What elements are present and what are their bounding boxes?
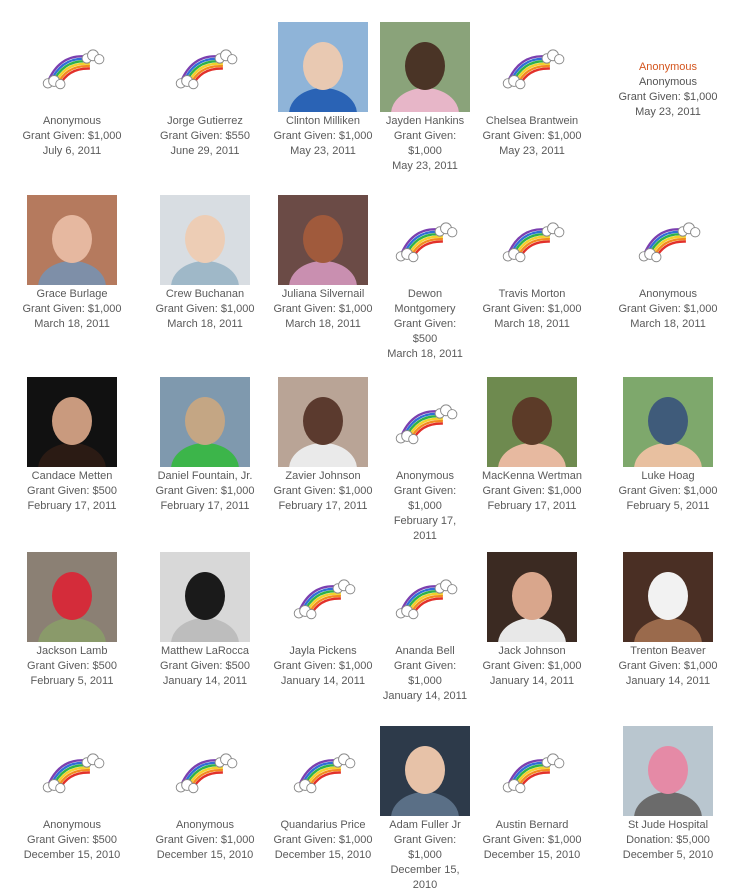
- recipient-name: Anonymous: [42, 819, 102, 831]
- recipient-photo: [487, 552, 577, 642]
- recipient-grant: Grant Given: $500: [160, 660, 250, 672]
- recipient-photo: [623, 552, 713, 642]
- recipient-date: December 15, 2010: [390, 864, 460, 891]
- rainbow-cloud-icon: [380, 562, 470, 632]
- recipient-grant: Grant Given: $1,000: [155, 303, 255, 315]
- recipient-caption: [12, 114, 132, 159]
- recipient-photo: [27, 195, 117, 285]
- recipient-photo: [380, 726, 470, 816]
- rainbow-cloud-icon: [487, 32, 577, 102]
- recipient-grant: Grant Given: $1,000: [482, 303, 582, 315]
- recipient-name: Quandarius Price: [280, 819, 366, 831]
- recipient-caption: [145, 644, 265, 689]
- recipient-grant: Grant Given: $1,000: [393, 834, 457, 861]
- recipient-photo: [278, 377, 368, 467]
- recipient-name: Jackson Lamb: [36, 645, 108, 657]
- recipient-caption: [145, 818, 265, 863]
- recipient-photo: [160, 377, 250, 467]
- recipient-date: January 14, 2011: [382, 690, 468, 702]
- recipient-caption: [383, 818, 468, 893]
- recipient-date: February 17, 2011: [160, 500, 250, 512]
- recipient-date: March 18, 2011: [34, 318, 110, 330]
- rainbow-cloud-icon: [487, 205, 577, 275]
- recipient-date: December 15, 2010: [23, 849, 121, 861]
- recipient-caption: [12, 469, 132, 514]
- recipient-name: Anonymous: [175, 819, 235, 831]
- recipient-date: December 5, 2010: [622, 849, 714, 861]
- recipient-grant: Grant Given: $1,000: [618, 660, 718, 672]
- recipient-photo: [27, 377, 117, 467]
- recipient-date: February 17, 2011: [487, 500, 577, 512]
- recipient-date: June 29, 2011: [170, 145, 240, 157]
- recipient-caption: [263, 114, 383, 159]
- recipient-caption: [145, 469, 265, 514]
- recipient-caption: [145, 114, 265, 159]
- recipient-grant: Grant Given: $1,000: [273, 834, 373, 846]
- recipient-grant: Grant Given: $1,000: [482, 130, 582, 142]
- recipient-photo: [160, 195, 250, 285]
- recipient-date: July 6, 2011: [42, 145, 102, 157]
- recipient-date: January 14, 2011: [489, 675, 575, 687]
- recipient-grant: Grant Given: $1,000: [273, 303, 373, 315]
- recipient-caption: [472, 114, 592, 159]
- recipient-date: December 15, 2010: [483, 849, 581, 861]
- rainbow-cloud-icon: [27, 736, 117, 806]
- recipient-name: Austin Bernard: [495, 819, 569, 831]
- recipient-grant: Grant Given: $1,000: [618, 303, 718, 315]
- recipient-grant: Grant Given: $550: [160, 130, 250, 142]
- recipient-grant: Grant Given: $1,000: [22, 130, 122, 142]
- rainbow-cloud-icon: [160, 736, 250, 806]
- recipient-date: January 14, 2011: [162, 675, 248, 687]
- recipient-name: MacKenna Wertman: [481, 470, 583, 482]
- recipient-grant: Grant Given: $1,000: [482, 834, 582, 846]
- recipient-photo: [380, 22, 470, 112]
- recipient-caption: [12, 818, 132, 863]
- recipient-photo: [623, 377, 713, 467]
- recipient-caption: [472, 469, 592, 514]
- recipient-caption: [263, 469, 383, 514]
- recipient-name: Grace Burlage: [36, 288, 108, 300]
- recipient-date: December 15, 2010: [274, 849, 372, 861]
- recipient-grant: Grant Given: $1,000: [618, 91, 718, 103]
- recipient-grant: Grant Given: $1,000: [393, 485, 457, 512]
- recipient-caption: [383, 287, 468, 362]
- recipient-name: Luke Hoag: [641, 470, 695, 482]
- rainbow-cloud-icon: [380, 387, 470, 457]
- recipient-grant: Donation: $5,000: [626, 834, 710, 846]
- recipient-name: St Jude Hospital: [627, 819, 709, 831]
- rainbow-cloud-icon: [27, 32, 117, 102]
- recipient-grant: Grant Given: $1,000: [273, 130, 373, 142]
- recipient-grant: Grant Given: $1,000: [155, 485, 255, 497]
- recipient-photo: [278, 195, 368, 285]
- recipient-name: Adam Fuller Jr: [389, 819, 461, 831]
- rainbow-cloud-icon: [380, 205, 470, 275]
- recipient-grant: Grant Given: $1,000: [393, 660, 457, 687]
- recipient-date: March 18, 2011: [494, 318, 570, 330]
- rainbow-cloud-icon: [623, 205, 713, 275]
- recipient-photo: [160, 552, 250, 642]
- recipient-grant: Grant Given: $1,000: [482, 485, 582, 497]
- recipient-photo: [278, 22, 368, 112]
- recipient-name: Jack Johnson: [498, 645, 566, 657]
- recipient-grant: Grant Given: $1,000: [618, 485, 718, 497]
- recipient-name: Anonymous: [42, 115, 102, 127]
- recipient-grant: Grant Given: $500: [27, 485, 117, 497]
- recipient-name: Crew Buchanan: [165, 288, 245, 300]
- recipient-grant: Grant Given: $500: [393, 318, 457, 345]
- recipient-name: Dewon Montgomery: [394, 288, 456, 315]
- recipient-caption: [608, 818, 728, 863]
- recipient-caption: [145, 287, 265, 332]
- recipient-date: March 18, 2011: [387, 348, 463, 360]
- recipient-grant: Grant Given: $1,000: [393, 130, 457, 157]
- recipient-caption: [608, 469, 728, 514]
- recipient-photo: [623, 726, 713, 816]
- recipient-date: March 18, 2011: [630, 318, 706, 330]
- recipient-date: May 23, 2011: [290, 145, 356, 157]
- recipient-grant: Grant Given: $1,000: [482, 660, 582, 672]
- recipient-caption: [608, 287, 728, 332]
- recipient-name: Anonymous: [638, 76, 698, 88]
- rainbow-cloud-icon: [160, 32, 250, 102]
- recipient-caption: [383, 114, 468, 174]
- recipient-name: Travis Morton: [498, 288, 566, 300]
- recipient-caption: [472, 818, 592, 863]
- recipient-date: March 18, 2011: [285, 318, 361, 330]
- recipient-name: Candace Metten: [31, 470, 113, 482]
- rainbow-cloud-icon: [278, 736, 368, 806]
- recipient-date: May 23, 2011: [392, 160, 458, 172]
- recipient-caption: [263, 644, 383, 689]
- recipient-name: Jorge Gutierrez: [167, 115, 243, 127]
- recipient-grant: Grant Given: $1,000: [273, 485, 373, 497]
- recipient-grant: Grant Given: $500: [27, 834, 117, 846]
- recipient-grant: Grant Given: $1,000: [155, 834, 255, 846]
- recipient-grant: Grant Given: $1,000: [22, 303, 122, 315]
- recipient-caption: [383, 469, 468, 544]
- rainbow-cloud-icon: [487, 736, 577, 806]
- recipient-name: Juliana Silvernail: [281, 288, 365, 300]
- recipient-date: December 15, 2010: [156, 849, 254, 861]
- recipient-date: May 23, 2011: [635, 106, 701, 118]
- recipient-caption: [608, 644, 728, 689]
- broken-image-placeholder: [593, 60, 743, 120]
- recipient-caption: [383, 644, 468, 704]
- recipient-caption: [472, 644, 592, 689]
- recipient-name: Jayden Hankins: [385, 115, 465, 127]
- recipient-name: Matthew LaRocca: [160, 645, 250, 657]
- recipient-caption: [12, 644, 132, 689]
- recipient-name: Chelsea Brantwein: [485, 115, 579, 127]
- recipient-name: Trenton Beaver: [630, 645, 706, 657]
- recipient-caption: [263, 818, 383, 863]
- recipient-date: February 17, 2011: [278, 500, 368, 512]
- rainbow-cloud-icon: [278, 562, 368, 632]
- recipient-date: February 5, 2011: [626, 500, 710, 512]
- recipient-grant: Grant Given: $1,000: [273, 660, 373, 672]
- recipient-date: February 17, 2011: [393, 515, 457, 542]
- recipient-date: February 17, 2011: [27, 500, 117, 512]
- recipient-date: May 23, 2011: [499, 145, 565, 157]
- recipient-name: Zavier Johnson: [285, 470, 361, 482]
- recipient-name: Jayla Pickens: [289, 645, 357, 657]
- recipient-grant: Grant Given: $500: [27, 660, 117, 672]
- recipient-name: Anonymous: [395, 470, 455, 482]
- recipient-date: January 14, 2011: [280, 675, 366, 687]
- recipient-name: Daniel Fountain, Jr.: [157, 470, 253, 482]
- recipient-photo: [27, 552, 117, 642]
- recipient-name: Clinton Milliken: [286, 115, 360, 127]
- recipient-date: March 18, 2011: [167, 318, 243, 330]
- recipient-photo: [487, 377, 577, 467]
- recipient-date: January 14, 2011: [625, 675, 711, 687]
- recipient-name: Anonymous: [638, 288, 698, 300]
- recipient-date: February 5, 2011: [30, 675, 114, 687]
- recipient-caption: [12, 287, 132, 332]
- broken-image-alt-text: Anonymous: [638, 61, 698, 73]
- recipient-caption: [472, 287, 592, 332]
- recipient-caption: [263, 287, 383, 332]
- recipient-name: Ananda Bell: [395, 645, 455, 657]
